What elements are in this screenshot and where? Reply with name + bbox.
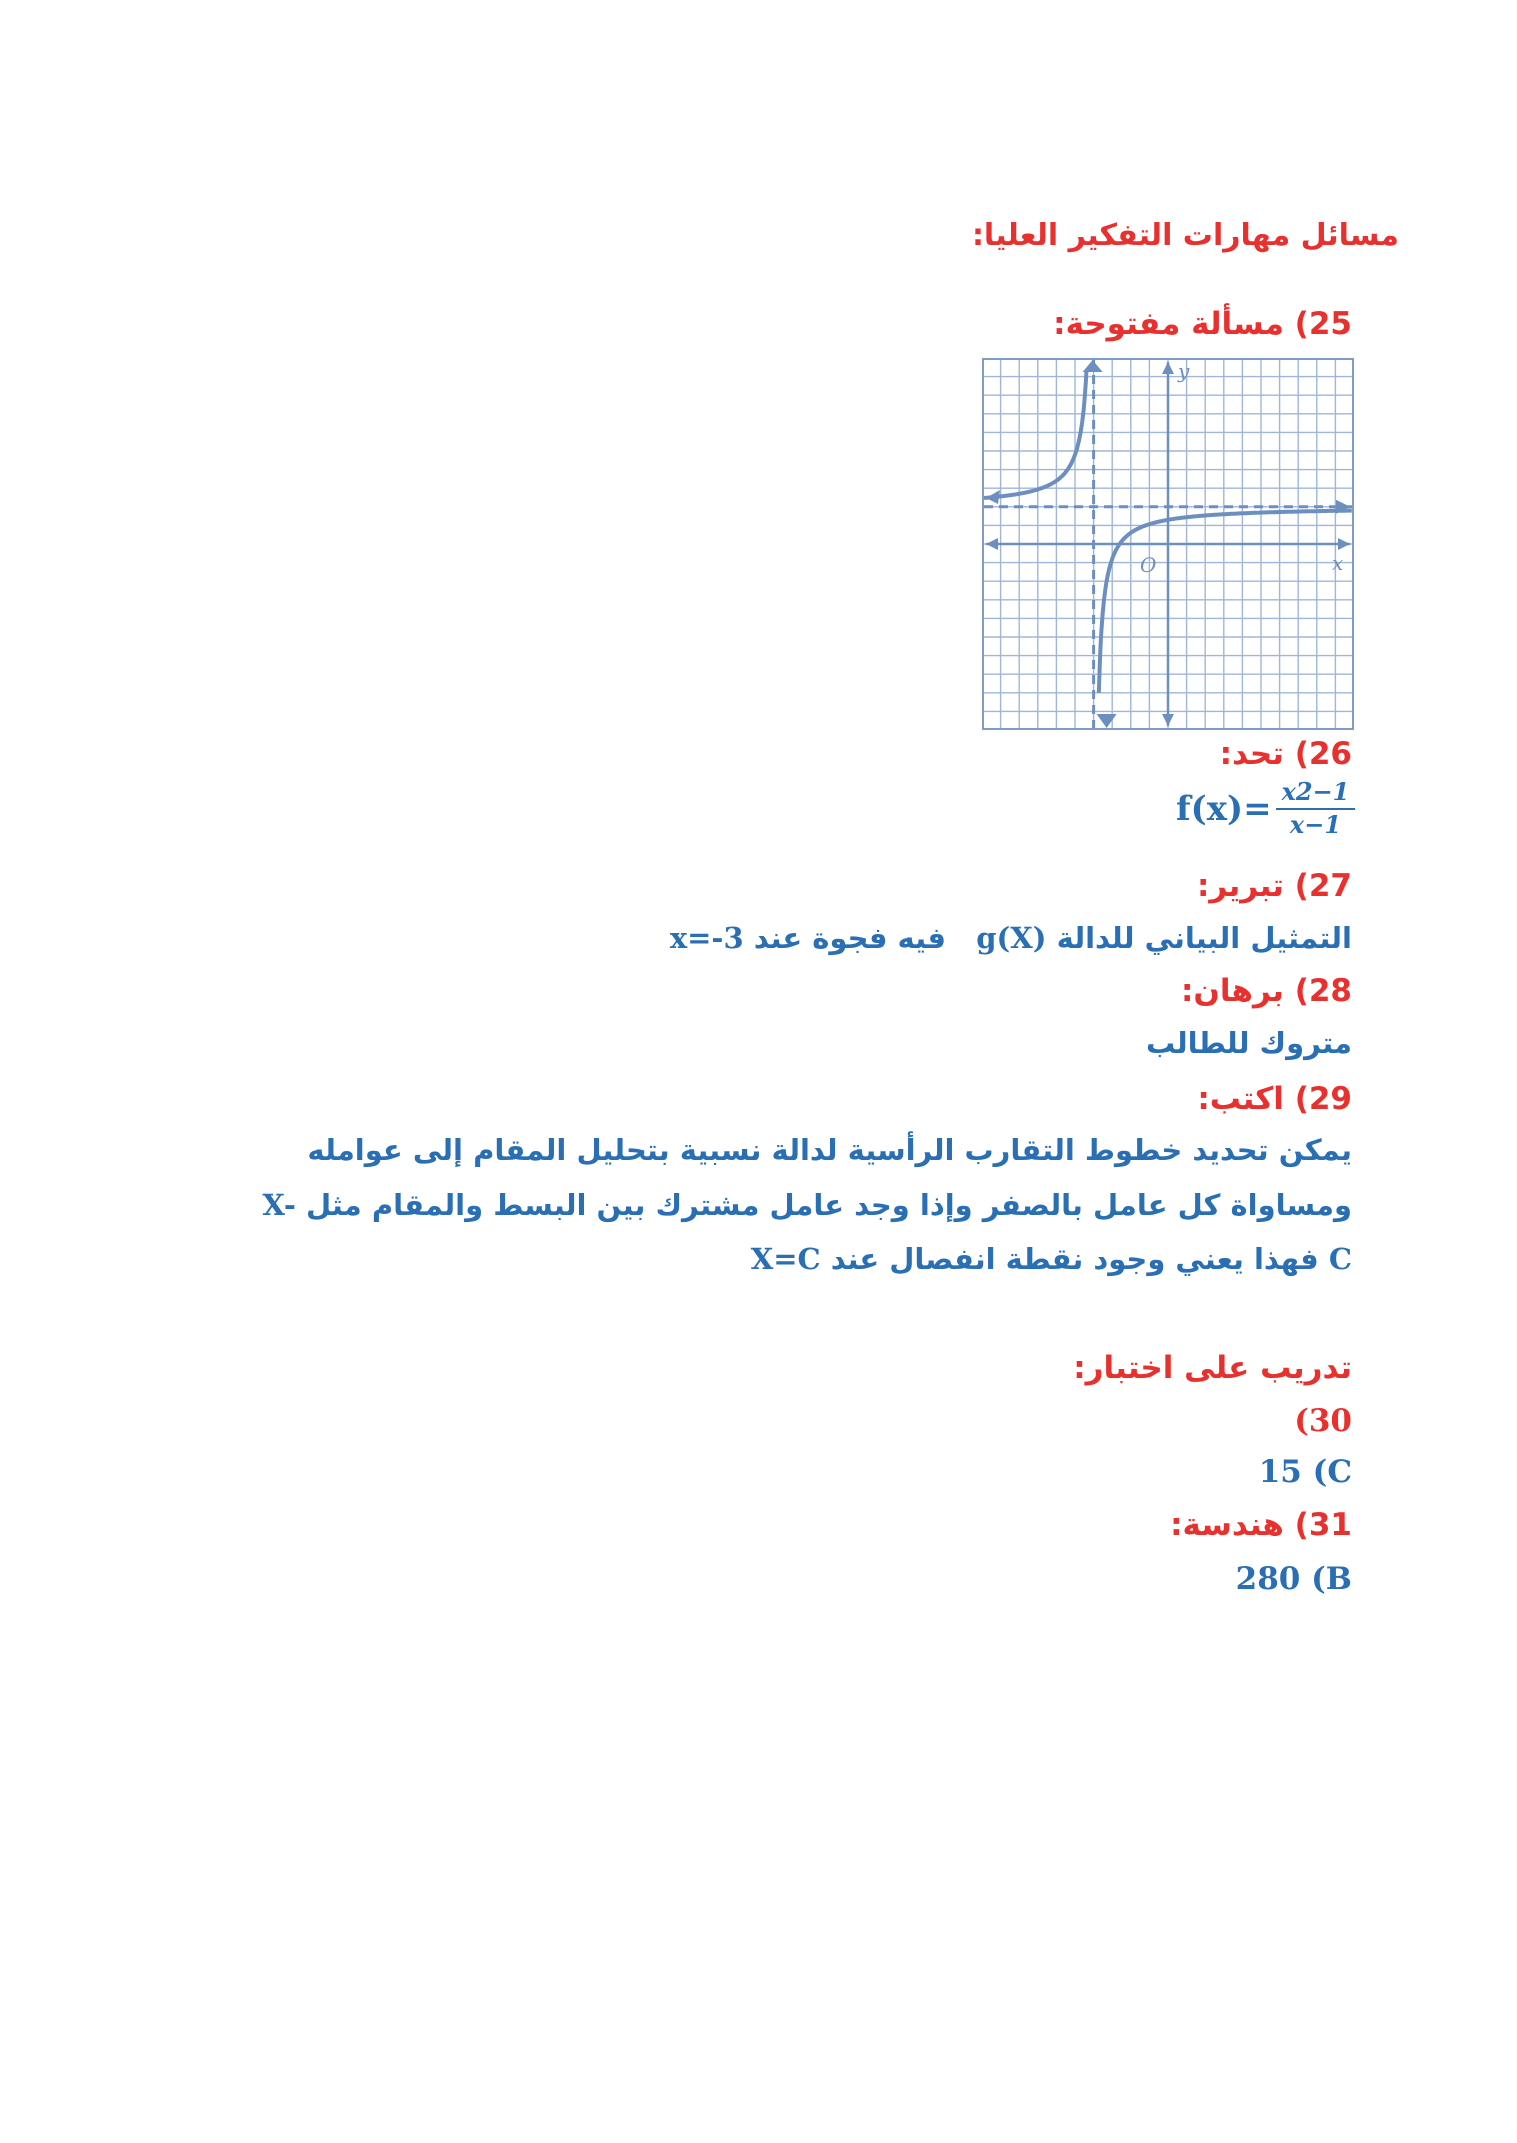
y-axis-label: y <box>1178 359 1190 383</box>
test-practice-label: تدريب على اختبار: <box>1073 1350 1352 1386</box>
formula-denominator: x−1 <box>1289 810 1342 839</box>
curve-right-branch <box>1099 511 1352 693</box>
x-axis-label: x <box>1332 551 1344 575</box>
formula-numerator: x2−1 <box>1276 778 1356 810</box>
rational-function-graph <box>982 358 1354 730</box>
question-27-answer <box>670 921 1352 955</box>
x-axis-arrow-left <box>986 538 998 550</box>
question-28-answer: متروك للطالب <box>1146 1026 1352 1060</box>
answer-29-line-3-c: C <box>1328 1242 1352 1276</box>
x-axis-arrow-right <box>1338 538 1350 550</box>
formula-lhs: f(x)= <box>1176 789 1272 829</box>
answer-27-text-b: فيه فجوة عند <box>753 921 946 955</box>
question-28-label: 28) برهان: <box>1180 973 1352 1009</box>
answer-29-line-2 <box>262 1188 1352 1222</box>
function-formula <box>1176 778 1355 840</box>
question-31-label: 31) هندسة: <box>1170 1507 1352 1543</box>
question-26-label: 26) تحد: <box>1219 736 1352 772</box>
answer-29-line-2-expr: X- <box>262 1188 296 1222</box>
answer-29-line-3-expr: X=C <box>750 1242 821 1276</box>
curve-left-branch <box>984 370 1087 498</box>
answer-29-line-3-text: فهذا يعني وجود نقطة انفصال عند <box>830 1242 1319 1276</box>
answer-27-function: g(X) <box>976 921 1047 955</box>
left-branch-arrow-left <box>986 490 1000 504</box>
question-27-label: 27) تبرير: <box>1196 868 1352 904</box>
graph-axes <box>986 362 1350 726</box>
answer-27-value: x=-3 <box>669 921 744 955</box>
answer-29-line-3 <box>751 1242 1352 1276</box>
y-axis-arrow-down <box>1162 714 1174 726</box>
formula-fraction <box>1276 778 1356 840</box>
question-29-label: 29) اكتب: <box>1197 1081 1352 1117</box>
right-branch-arrow-bottom <box>1097 714 1117 728</box>
y-axis-arrow-up <box>1162 362 1174 374</box>
origin-label: O <box>1140 553 1157 577</box>
answer-27-text-a: التمثيل البياني للدالة <box>1056 921 1352 955</box>
question-31-answer: 280 (B <box>1235 1561 1352 1597</box>
answer-29-line-2-text: ومساواة كل عامل بالصفر وإذا وجد عامل مشترك بين البسط والمقام مثل <box>306 1188 1352 1222</box>
question-25-label: 25) مسألة مفتوحة: <box>1053 306 1352 342</box>
left-branch-arrow-top <box>1083 360 1103 372</box>
question-30-label: (30 <box>1294 1403 1352 1439</box>
answer-29-line-1: يمكن تحديد خطوط التقارب الرأسية لدالة نسبية بتحليل المقام إلى عوامله <box>307 1133 1352 1167</box>
question-30-answer: 15 (C <box>1258 1454 1352 1490</box>
section-title: مسائل مهارات التفكير العليا: <box>971 218 1399 253</box>
